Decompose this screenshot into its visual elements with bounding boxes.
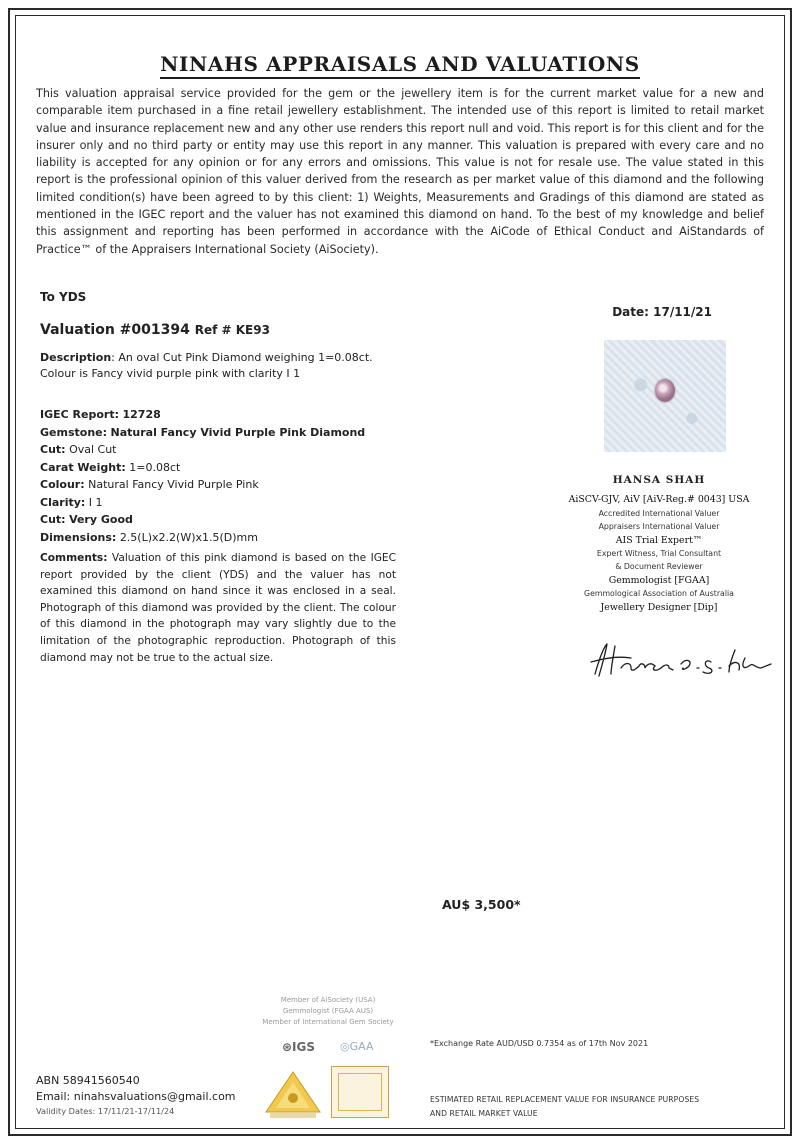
membership-line: Gemmologist (FGAA AUS) <box>282 1007 374 1015</box>
valuer-name: HANSA SHAH <box>612 474 706 486</box>
client-name: To YDS <box>40 290 87 304</box>
spec-row-dimensions: Dimensions: 2.5(L)x2.2(W)x1.5(D)mm <box>40 530 258 544</box>
gemmologist-seal <box>331 1066 389 1118</box>
valuation-number: Valuation #001394 <box>40 322 190 338</box>
spec-row-igec: IGEC Report: 12728 <box>40 408 161 421</box>
diamond-photo <box>604 340 726 452</box>
abn-number: ABN 58941560540 <box>36 1074 140 1087</box>
report-date: Date: 17/11/21 <box>612 305 712 319</box>
credential-line: Appraisers International Valuer <box>598 522 720 532</box>
credential-line: Expert Witness, Trial Consultant <box>596 549 722 559</box>
footer-disclaimer <box>430 1093 760 1121</box>
valuation-amount: AU$ 3,500* <box>442 897 521 912</box>
disclaimer-line: AND RETAIL MARKET VALUE <box>430 1109 538 1118</box>
spec-row-cut: Cut: Oval Cut <box>40 443 117 456</box>
credential-line: Accredited International Valuer <box>598 508 720 518</box>
credential-line: Jewellery Designer [Dip] <box>600 601 718 613</box>
comments-text: Valuation of this pink diamond is based on the IGEC report provided by the client (YDS) and the valuer has not examined this diamond on hand since it was enclosed in a seal. Photograph of this diamond was provided by the client. The colour of this diamond in the photograph may vary slightly due to the limitation of the photographic reproduction. Photograph of this diamond may not be true to the actual size. <box>40 552 396 664</box>
gaa-logo: ◎GAA <box>340 1040 374 1053</box>
signature <box>585 640 775 680</box>
credential-line: AiSCV-GJV, AiV [AiV-Reg.# 0043] USA <box>568 494 750 506</box>
spec-row-clarity: Clarity: I 1 <box>40 495 103 509</box>
comments <box>40 550 396 666</box>
valuer-credentials <box>548 474 770 614</box>
membership-logos <box>282 1040 432 1060</box>
intro-paragraph: This valuation appraisal service provided for the gem or the jewellery item is for the current market value for a new and comparable item purchased in a fine retail jewellery establishment. The intended use of this report is limited to retail market value and insurance replacement new and any other use renders this report null and void. This report is for this client and for the insurer only and no third party or entity may use this report in any manner. This valuation is prepared with every care and no liability is accepted for any opinion or for any errors and omissions. This value is not for resale use. The value stated in this report is the professional opinion of this valuer derived from the research as per market value of this diamond and the following limited condition(s) have been agreed to by this client: 1) Weights, Measurements and Gradings of this diamond are stated as mentioned in the IGEC report and the valuer has not examined this diamond on hand. To the best of my knowledge and belief this assignment and reporting has been performed in accordance with the AiCode of Ethical Conduct and AiStandards of Practice™ of the Appraisers International Society (AiSociety). <box>36 87 764 256</box>
credential-line: Gemmological Association of Australia <box>584 589 734 599</box>
diamond-image <box>655 379 675 402</box>
valuation-ref: Ref # KE93 <box>194 323 270 337</box>
aisociety-seal <box>262 1068 324 1120</box>
comments-label: Comments: <box>40 552 108 564</box>
description-text: : An oval Cut Pink Diamond weighing 1=0.08ct. Colour is Fancy vivid purple pink with clarity I 1 <box>40 351 373 380</box>
membership-line: Member of International Gem Society <box>262 1018 394 1026</box>
description <box>40 350 400 382</box>
exchange-rate-note: *Exchange Rate AUD/USD 0.7354 as of 17th Nov 2021 <box>430 1039 649 1048</box>
valuation-heading <box>40 322 270 338</box>
spec-row-cut-grade: Cut: Very Good <box>40 513 133 526</box>
validity-dates: Validity Dates: 17/11/21-17/11/24 <box>36 1106 175 1116</box>
spec-row-colour: Colour: Natural Fancy Vivid Purple Pink <box>40 478 259 491</box>
description-label: Description <box>40 351 112 364</box>
membership-line: Member of AiSociety (USA) <box>280 996 376 1004</box>
credential-line: & Document Reviewer <box>615 562 703 572</box>
spec-row-carat: Carat Weight: 1=0.08ct <box>40 460 181 474</box>
document-title: NINAHS APPRAISALS AND VALUATIONS <box>0 52 800 76</box>
disclaimer-line: ESTIMATED RETAIL REPLACEMENT VALUE FOR INSURANCE PURPOSES <box>430 1095 700 1104</box>
memberships <box>228 995 428 1028</box>
credential-line: Gemmologist [FGAA] <box>608 574 710 586</box>
credential-line: AIS Trial Expert™ <box>615 534 703 546</box>
seal-inner-frame <box>338 1073 382 1111</box>
spec-row-gemstone: Gemstone: Natural Fancy Vivid Purple Pink Diamond <box>40 425 366 439</box>
igs-logo: ⊛IGS <box>282 1040 316 1054</box>
specs-list <box>40 406 420 546</box>
contact-email: Email: ninahsvaluations@gmail.com <box>36 1090 236 1103</box>
